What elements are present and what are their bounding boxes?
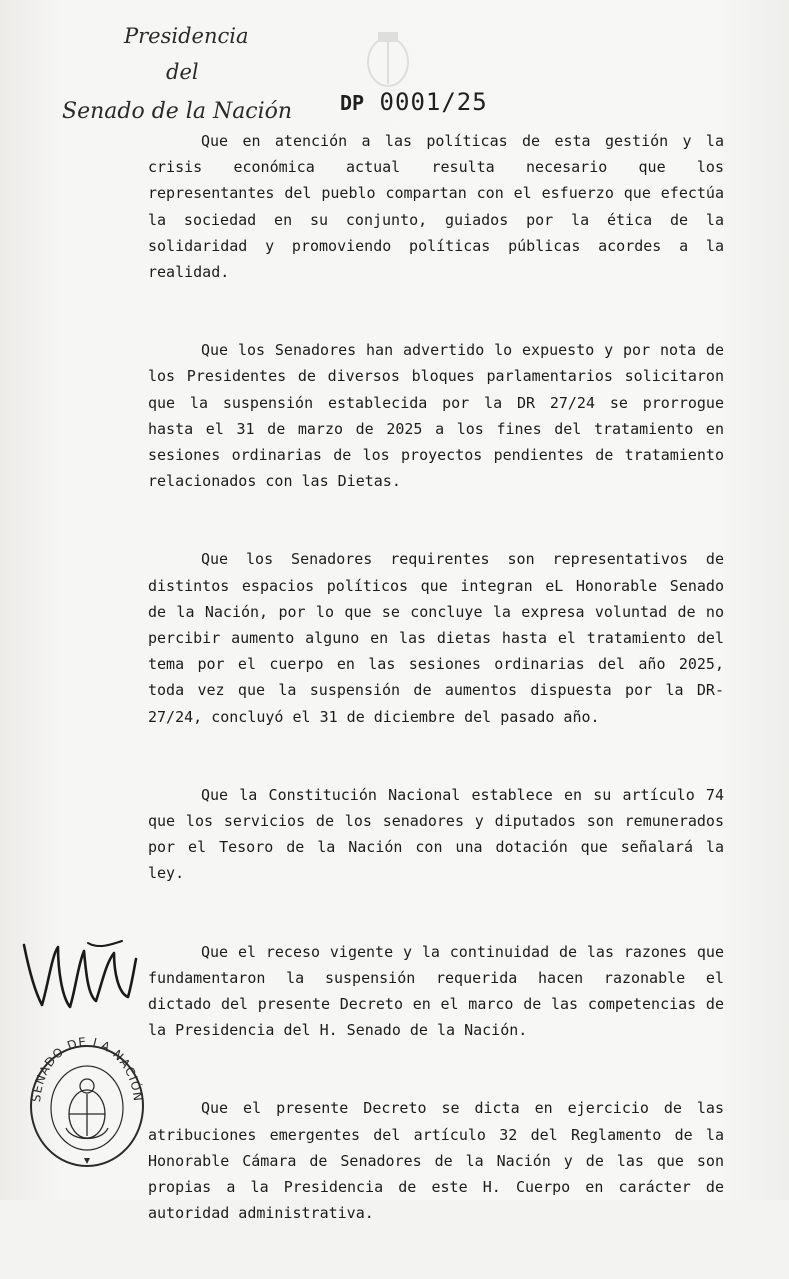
paragraph-text: Que la Constitución Nacional establece en su artículo 74 que los servicios de los senadores y diputados son remunerados por el Tesoro de la Nación con una dotación que señalará la ley. <box>148 785 724 883</box>
seal-text: SENADO DE LA NACIÓN <box>29 1034 146 1103</box>
paragraph-3 <box>148 546 724 729</box>
paragraph-text: Que en atención a las políticas de esta gestión y la crisis económica actual resulta necesario que los representantes del pueblo compartan con el esfuerzo que efectúa la sociedad en su conjunto, guiados por la ética de la solidaridad y promoviendo políticas públicas acordes a la realidad. <box>148 132 724 282</box>
letterhead-line-senado: Senado de la Nación <box>62 99 293 124</box>
letterhead-line-presidencia: Presidencia <box>124 24 249 48</box>
senate-seal <box>26 1018 148 1168</box>
decree-number-value: 0001/25 <box>379 88 488 116</box>
decree-prefix: DP <box>340 91 365 115</box>
faint-crest-icon <box>362 26 414 92</box>
decree-number <box>340 88 488 116</box>
paragraph-text: Que los Senadores han advertido lo expuesto y por nota de los Presidentes de diversos bloques parlamentarios solicitaron que la suspensión establecida por la DR 27/24 se prorrogue hasta el 31 de marzo de 2025 a los fines del tratamiento en sesiones ordinarias de los proyectos pendientes de tratamiento relacionados con las Dietas. <box>148 341 724 491</box>
document-body <box>148 128 724 1279</box>
paragraph-4 <box>148 782 724 887</box>
paragraph-2 <box>148 337 724 494</box>
letterhead-line-del: del <box>166 60 199 84</box>
paragraph-text: Que el presente Decreto se dicta en ejercicio de las atribuciones emergentes del artículo 32 del Reglamento de la Honorable Cámara de Senadores de la Nación y de las que son propias a la Presidencia de este H. Cuerpo en carácter de autoridad administrativa. <box>148 1099 724 1223</box>
coat-of-arms-icon <box>66 1079 108 1139</box>
paragraph-5 <box>148 939 724 1044</box>
signature-initials <box>18 935 140 1021</box>
paragraph-text: Que los Senadores requirentes son representativos de distintos espacios políticos que integran eL Honorable Senado de la Nación, por lo que se concluye la expresa voluntad de no percibir aumento alguno en las dietas hasta el tratamiento del tema por el cuerpo en las sesiones ordinarias del año 2025, toda vez que la suspensión de aumentos dispuesta por la DR-27/24, concluyó el 31 de diciembre del pasado año. <box>148 550 724 726</box>
paragraph-text: Que el receso vigente y la continuidad de las razones que fundamentaron la suspensión requerida hacen razonable el dictado del presente Decreto en el marco de las competencias de la Presidencia del H. Senado de la Nación. <box>148 942 724 1040</box>
paragraph-1 <box>148 128 724 285</box>
paragraph-6 <box>148 1095 724 1226</box>
